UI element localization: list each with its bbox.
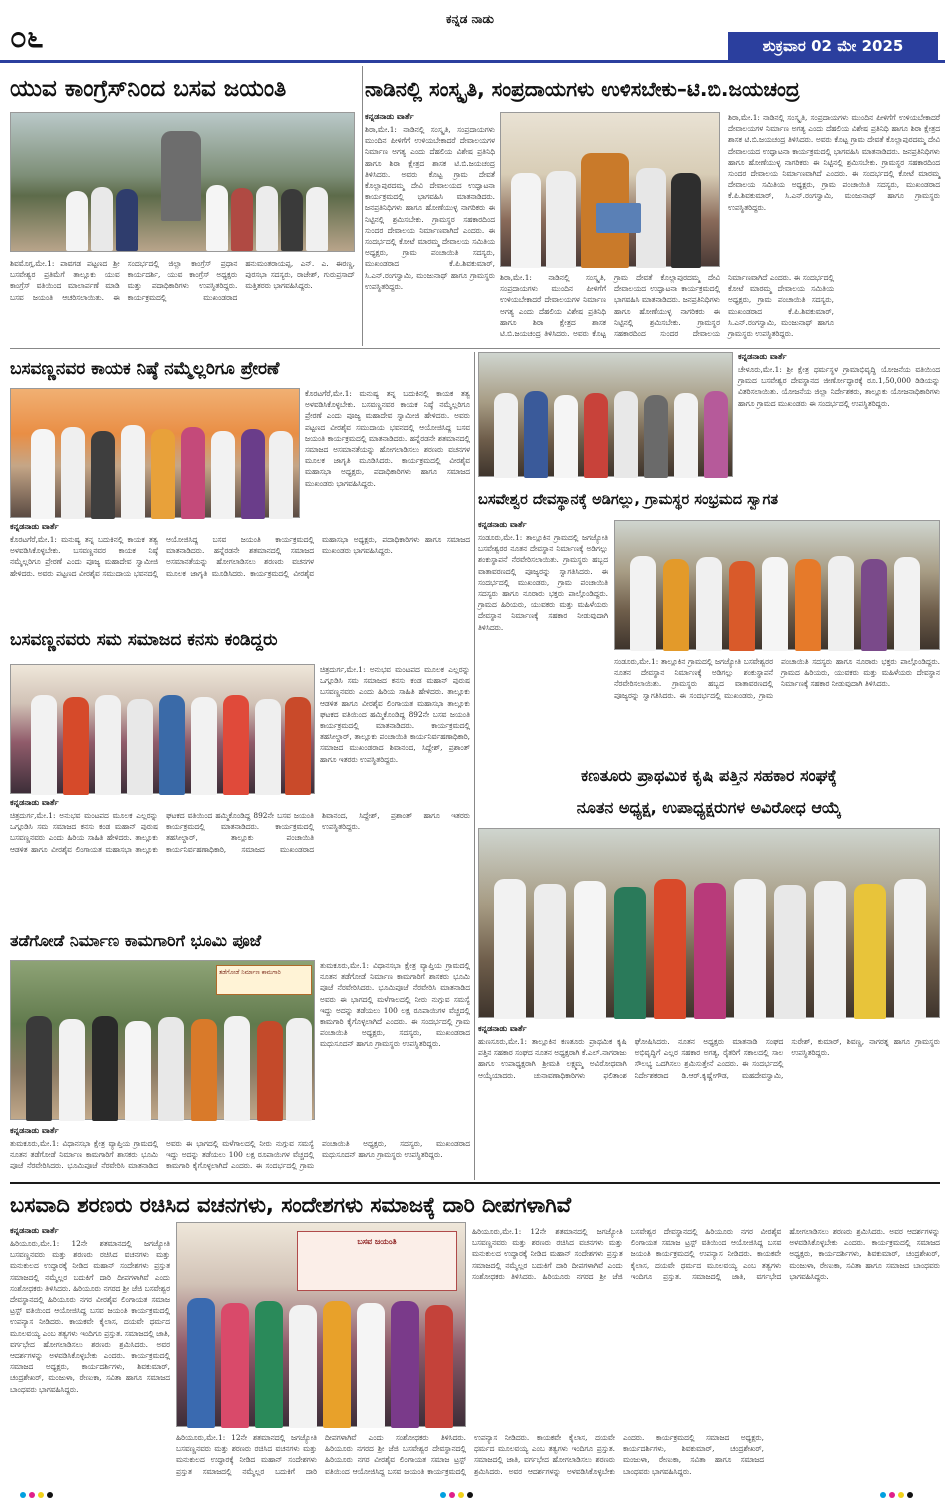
header-rule [0, 60, 945, 63]
article-6-headline: ಕಣತೂರು ಪ್ರಾಥಮಿಕ ಕೃಷಿ ಪತ್ತಿನ ಸಹಕಾರ ಸಂಘಕ್ಕೆ [581, 766, 837, 785]
article-1-headline: ಯುವ ಕಾಂಗ್ರೆಸ್‌ನಿಂದ ಬಸವ ಜಯಂತಿ [10, 76, 287, 102]
article-8-body-col3: ಹಿರಿಯೂರು,ಮೇ.1: 12ನೇ ಶತಮಾನದಲ್ಲಿ ಜಗಜ್ಯೋತಿ ಬಸವಣ್ಣನವರು ಮತ್ತು ಶರಣರು ರಚಿಸಿದ ವಚನಗಳು ಮತ್ತು ಮನುಕುಲದ ಉದ್ಧಾರಕ್ಕೆ ನೀಡಿದ ಮಹಾನ್ ಸಂದೇಶಗಳು ಪ್ರಸ್ತುತ ಸಮಾಜದಲ್ಲಿ ನಮ್ಮೆಲ್ಲರ ಬದುಕಿಗೆ ದಾರಿ ದೀಪಗಳಾಗಿವೆ ಎಂದು ಸಂಶೋಧಕರು ತಿಳಿಸಿದರು. ಹಿರಿಯೂರು ನಗರದ ಶ್ರೀ ಜೆಜಿ ಬಸವೇಶ್ವರ ದೇವಸ್ಥಾನದಲ್ಲಿ ಹಿರಿಯೂರು ನಗರ ವೀರಶೈವ ಲಿಂಗಾಯತ ಸಮಾಜ ಟ್ರಸ್ಟ್ ವತಿಯಿಂದ ಆಯೋಜಿಸಿದ್ದ ಬಸವ ಜಯಂತಿ ಕಾರ್ಯಕ್ರಮದಲ್ಲಿ ಉಪನ್ಯಾಸ ನೀಡಿದರು. ಕಾಯಕವೇ ಕೈಲಾಸ, ದಯವೇ ಧರ್ಮದ ಮೂಲವಯ್ಯ ಎಂಬ ತತ್ವಗಳು ಇಂದಿಗೂ ಪ್ರಸ್ತುತ. ಸಮಾಜದಲ್ಲಿ ಜಾತಿ, ವರ್ಗಭೇದ ಹೋಗಲಾಡಿಸಲು ಶರಣರು ಶ್ರಮಿಸಿದರು. ಅವರ ಆದರ್ಶಗಳನ್ನು ಅಳವಡಿಸಿಕೊಳ್ಳಬೇಕು ಎಂದರು. ಕಾರ್ಯಕ್ರಮದಲ್ಲಿ ಸಮಾಜದ ಅಧ್ಯಕ್ಷರು, ಕಾರ್ಯದರ್ಶಿಗಳು, ಶಿವಕುಮಾರ್, ಚಂದ್ರಶೇಖರ್, ಮಂಜುಳಾ, ರೇಣುಕಾ, ಸವಿತಾ ಹಾಗೂ ಸಮಾಜದ ಬಾಂಧವರು ಭಾಗವಹಿಸಿದ್ದರು. [472, 1227, 940, 1281]
article-4-byline: ಕನ್ನಡನಾಡು ವಾರ್ತೆ [478, 520, 527, 529]
article-2-body-col3: ಶಿರಾ,ಮೇ.1: ನಾಡಿನಲ್ಲಿ ಸಂಸ್ಕೃತಿ, ಸಂಪ್ರದಾಯಗಳು ಮುಂದಿನ ಪೀಳಿಗೆಗೆ ಉಳಿಯಬೇಕಾದರೆ ದೇವಾಲಯಗಳ ನಿರ್ಮಾಣ ಅಗತ್ಯ ಎಂದು ದೆಹಲಿಯ ವಿಶೇಷ ಪ್ರತಿನಿಧಿ ಹಾಗೂ ಶಿರಾ ಕ್ಷೇತ್ರದ ಶಾಸಕ ಟಿ.ಬಿ.ಜಯಚಂದ್ರ ತಿಳಿಸಿದರು. ಅವರು ಕೊಟ್ಟ ಗ್ರಾಮ ದೇವತೆ ಕೊಲ್ಲಾಪುರದಮ್ಮ ದೇವಿ ದೇವಾಲಯದ ಉದ್ಘಾಟನಾ ಕಾರ್ಯಕ್ರಮದಲ್ಲಿ ಭಾಗವಹಿಸಿ ಮಾತನಾಡಿದರು. ಜನಪ್ರತಿನಿಧಿಗಳು ಹಾಗೂ ಹೋಣೆಯುಳ್ಳ ನಾಗರಿಕರು ಈ ನಿಟ್ಟಿನಲ್ಲಿ ಶ್ರಮಿಸಬೇಕು. ಗ್ರಾಮಸ್ಥರ ಸಹಕಾರದಿಂದ ಸುಂದರ ದೇವಾಲಯ ನಿರ್ಮಾಣವಾಗಿದೆ ಎಂದರು. ಈ ಸಂದರ್ಭದಲ್ಲಿ ಕೋಟೆ ಮಾರಮ್ಮ ದೇವಾಲಯ ಸಮಿತಿಯ ಅಧ್ಯಕ್ಷರು, ಗ್ರಾಮ ಪಂಚಾಯಿತಿ ಸದಸ್ಯರು, ಮುಖಂಡರಾದ ಕೆ.ಪಿ.ಶಿವಕುಮಾರ್, ಸಿ.ಎನ್.ರಂಗಸ್ವಾಮಿ, ಮಂಜುನಾಥ್ ಹಾಗೂ ಗ್ರಾಮಸ್ಥರು ಉಪಸ್ಥಿತರಿದ್ದರು. [728, 113, 940, 212]
article-1-body: ಶಿವಮೊಗ್ಗ,ಮೇ.1: ಪಾವಗಡ ಪಟ್ಟಣದ ಶ್ರೀ ಬಸವೇಶ್ವರ ಪ್ರತಿಮೆಗೆ ತಾಲ್ಲೂಕು ಯುವ ಕಾಂಗ್ರೆಸ್ ವತಿಯಿಂದ ಮಾಲಾರ್ಪಣೆ ಮಾಡಿ ಬಸವ ಜಯಂತಿ ಆಚರಿಸಲಾಯಿತು. ಈ ಸಂದರ್ಭದಲ್ಲಿ ಜಿಲ್ಲಾ ಕಾಂಗ್ರೆಸ್ ಪ್ರಧಾನ ಕಾರ್ಯದರ್ಶಿ, ಯುವ ಕಾಂಗ್ರೆಸ್ ಅಧ್ಯಕ್ಷರು ಮತ್ತು ಪದಾಧಿಕಾರಿಗಳು ಉಪಸ್ಥಿತರಿದ್ದರು. ಕಾರ್ಯಕ್ರಮದಲ್ಲಿ ಮುಖಂಡರಾದ ಹನುಮಂತರಾಯಪ್ಪ, ಎನ್. ಎ. ಈರಣ್ಣ, ಪುರಸಭಾ ಸದಸ್ಯರು, ರಾಜೇಶ್, ಗುರುಪ್ರಸಾದ್ ಮತ್ತಿತರರು ಭಾಗವಹಿಸಿದ್ದರು. [10, 259, 355, 302]
article-8-photo [176, 1222, 466, 1427]
article-4-body-top: ಚೇಳೂರು,ಮೇ.1: ಶ್ರೀ ಕ್ಷೇತ್ರ ಧರ್ಮಸ್ಥಳ ಗ್ರಾಮಾಭಿವೃದ್ಧಿ ಯೋಜನೆಯ ವತಿಯಿಂದ ಗ್ರಾಮದ ಬಸವೇಶ್ವರ ದೇವಸ್ಥಾನದ ಜೀರ್ಣೋದ್ಧಾರಕ್ಕೆ ರೂ.1,50,000 ಡಿಡಿಯನ್ನು ವಿತರಿಸಲಾಯಿತು. ಯೋಜನೆಯ ಜಿಲ್ಲಾ ನಿರ್ದೇಶಕರು, ತಾಲ್ಲೂಕು ಯೋಜನಾಧಿಕಾರಿಗಳು ಹಾಗೂ ಗ್ರಾಮದ ಮುಖಂಡರು ಈ ಸಂದರ್ಭದಲ್ಲಿ ಉಪಸ್ಥಿತರಿದ್ದರು. [738, 365, 940, 408]
article-7-headline: ತಡೆಗೋಡೆ ನಿರ್ಮಾಣ ಕಾಮಗಾರಿಗೆ ಭೂಮಿ ಪೂಜೆ [10, 931, 262, 950]
article-4-headline: ಬಸವೇಶ್ವರ ದೇವಸ್ಥಾನಕ್ಕೆ ಅಡಿಗಲ್ಲು, ಗ್ರಾಮಸ್ಥರ ಸಂಭ್ರಮದ ಸ್ವಾಗತ [478, 492, 779, 508]
registration-marks-right [880, 1492, 913, 1498]
article-5-body-col2: ಚಿತ್ರದುರ್ಗ,ಮೇ.1: ಅನುಭವ ಮಂಟಪದ ಮೂಲಕ ಎಲ್ಲರನ್ನು ಒಗ್ಗೂಡಿಸಿ ಸಮ ಸಮಾಜದ ಕನಸು ಕಂಡ ಮಹಾನ್ ಪುರುಷ ಬಸವಣ್ಣನವರು ಎಂದು ಹಿರಿಯ ಸಾಹಿತಿ ಹೇಳಿದರು. ತಾಲ್ಲೂಕು ಆಡಳಿತ ಹಾಗೂ ವೀರಶೈವ ಲಿಂಗಾಯತ ಮಹಾಸಭಾ ತಾಲ್ಲೂಕು ಘಟಕದ ವತಿಯಿಂದ ಹಮ್ಮಿಕೊಂಡಿದ್ದ 892ನೇ ಬಸವ ಜಯಂತಿ ಕಾರ್ಯಕ್ರಮದಲ್ಲಿ ಮಾತನಾಡಿದರು. ಕಾರ್ಯಕ್ರಮದಲ್ಲಿ ತಹಸೀಲ್ದಾರ್, ತಾಲ್ಲೂಕು ಪಂಚಾಯಿತಿ ಕಾರ್ಯನಿರ್ವಹಣಾಧಿಕಾರಿ, ಸಮಾಜದ ಮುಖಂಡರಾದ ಶಿವಾನಂದ, ಸಿದ್ದೇಶ್, ಪ್ರಶಾಂತ್ ಹಾಗೂ ಇತರರು ಉಪಸ್ಥಿತರಿದ್ದರು. [10, 811, 470, 854]
article-2-body-col1: ಶಿರಾ,ಮೇ.1: ನಾಡಿನಲ್ಲಿ ಸಂಸ್ಕೃತಿ, ಸಂಪ್ರದಾಯಗಳು ಮುಂದಿನ ಪೀಳಿಗೆಗೆ ಉಳಿಯಬೇಕಾದರೆ ದೇವಾಲಯಗಳ ನಿರ್ಮಾಣ ಅಗತ್ಯ ಎಂದು ದೆಹಲಿಯ ವಿಶೇಷ ಪ್ರತಿನಿಧಿ ಹಾಗೂ ಶಿರಾ ಕ್ಷೇತ್ರದ ಶಾಸಕ ಟಿ.ಬಿ.ಜಯಚಂದ್ರ ತಿಳಿಸಿದರು. ಅವರು ಕೊಟ್ಟ ಗ್ರಾಮ ದೇವತೆ ಕೊಲ್ಲಾಪುರದಮ್ಮ ದೇವಿ ದೇವಾಲಯದ ಉದ್ಘಾಟನಾ ಕಾರ್ಯಕ್ರಮದಲ್ಲಿ ಭಾಗವಹಿಸಿ ಮಾತನಾಡಿದರು. ಜನಪ್ರತಿನಿಧಿಗಳು ಹಾಗೂ ಹೋಣೆಯುಳ್ಳ ನಾಗರಿಕರು ಈ ನಿಟ್ಟಿನಲ್ಲಿ ಶ್ರಮಿಸಬೇಕು. ಗ್ರಾಮಸ್ಥರ ಸಹಕಾರದಿಂದ ಸುಂದರ ದೇವಾಲಯ ನಿರ್ಮಾಣವಾಗಿದೆ ಎಂದರು. ಈ ಸಂದರ್ಭದಲ್ಲಿ ಕೋಟೆ ಮಾರಮ್ಮ ದೇವಾಲಯ ಸಮಿತಿಯ ಅಧ್ಯಕ್ಷರು, ಗ್ರಾಮ ಪಂಚಾಯಿತಿ ಸದಸ್ಯರು, ಮುಖಂಡರಾದ ಕೆ.ಪಿ.ಶಿವಕುಮಾರ್, ಸಿ.ಎನ್.ರಂಗಸ್ವಾಮಿ, ಮಂಜುನಾಥ್ ಹಾಗೂ ಗ್ರಾಮಸ್ಥರು ಉಪಸ್ಥಿತರಿದ್ದರು. [365, 125, 495, 291]
registration-marks-left [20, 1492, 53, 1498]
article-8-banner: ಬಸವ ಜಯಂತಿ [297, 1231, 457, 1291]
article-5-byline: ಕನ್ನಡನಾಡು ವಾರ್ತೆ [10, 798, 59, 807]
article-5-photo [10, 664, 315, 794]
article-8-byline: ಕನ್ನಡನಾಡು ವಾರ್ತೆ [10, 1226, 59, 1235]
article-2-byline: ಕನ್ನಡನಾಡು ವಾರ್ತೆ [365, 112, 414, 121]
page-number: ೦೬ [10, 20, 44, 55]
article-6-headline-2: ನೂತನ ಅಧ್ಯಕ್ಷ, ಉಪಾಧ್ಯಕ್ಷರುಗಳ ಅವಿರೋಧ ಆಯ್ಕೆ [576, 798, 842, 817]
article-2-photo [500, 112, 720, 267]
article-3-body-col2: ಕೊರಟಗೆರೆ,ಮೇ.1: ಮನುಷ್ಯ ತನ್ನ ಬದುಕಿನಲ್ಲಿ ಕಾಯಕ ತತ್ವ ಅಳವಡಿಸಿಕೊಳ್ಳಬೇಕು. ಬಸವಣ್ಣನವರ ಕಾಯಕ ನಿಷ್ಠೆ ನಮ್ಮೆಲ್ಲರಿಗೂ ಪ್ರೇರಣೆ ಎಂದು ಪೂಜ್ಯ ಮಹಾದೇವ ಸ್ವಾಮೀಜಿ ಹೇಳಿದರು. ಅವರು ಪಟ್ಟಣದ ವೀರಶೈವ ಸಮುದಾಯ ಭವನದಲ್ಲಿ ಆಯೋಜಿಸಿದ್ದ ಬಸವ ಜಯಂತಿ ಕಾರ್ಯಕ್ರಮದಲ್ಲಿ ಮಾತನಾಡಿದರು. ಹನ್ನೆರಡನೇ ಶತಮಾನದಲ್ಲಿ ಸಮಾಜದ ಅಸಮಾನತೆಯನ್ನು ಹೋಗಲಾಡಿಸಲು ಶರಣರು ವಚನಗಳ ಮೂಲಕ ಜಾಗೃತಿ ಮೂಡಿಸಿದರು. ಕಾರ್ಯಕ್ರಮದಲ್ಲಿ ವೀರಶೈವ ಮಹಾಸಭಾ ಅಧ್ಯಕ್ಷರು, ಪದಾಧಿಕಾರಿಗಳು ಹಾಗೂ ಸಮಾಜದ ಮುಖಂಡರು ಭಾಗವಹಿಸಿದ್ದರು. [10, 535, 470, 578]
article-7-byline: ಕನ್ನಡನಾಡು ವಾರ್ತೆ [10, 1126, 59, 1135]
article-4-byline-top: ಕನ್ನಡನಾಡು ವಾರ್ತೆ [738, 352, 787, 361]
article-5-headline: ಬಸವಣ್ಣನವರು ಸಮ ಸಮಾಜದ ಕನಸು ಕಂಡಿದ್ದರು [10, 630, 278, 650]
masthead: ಕನ್ನಡ ನಾಡು [446, 12, 494, 26]
article-3-photo [10, 388, 300, 518]
registration-marks-center [440, 1492, 473, 1498]
article-8-body-col2: ಹಿರಿಯೂರು,ಮೇ.1: 12ನೇ ಶತಮಾನದಲ್ಲಿ ಜಗಜ್ಯೋತಿ ಬಸವಣ್ಣನವರು ಮತ್ತು ಶರಣರು ರಚಿಸಿದ ವಚನಗಳು ಮತ್ತು ಮನುಕುಲದ ಉದ್ಧಾರಕ್ಕೆ ನೀಡಿದ ಮಹಾನ್ ಸಂದೇಶಗಳು ಪ್ರಸ್ತುತ ಸಮಾಜದಲ್ಲಿ ನಮ್ಮೆಲ್ಲರ ಬದುಕಿಗೆ ದಾರಿ ದೀಪಗಳಾಗಿವೆ ಎಂದು ಸಂಶೋಧಕರು ತಿಳಿಸಿದರು. ಹಿರಿಯೂರು ನಗರದ ಶ್ರೀ ಜೆಜಿ ಬಸವೇಶ್ವರ ದೇವಸ್ಥಾನದಲ್ಲಿ ಹಿರಿಯೂರು ನಗರ ವೀರಶೈವ ಲಿಂಗಾಯತ ಸಮಾಜ ಟ್ರಸ್ಟ್ ವತಿಯಿಂದ ಆಯೋಜಿಸಿದ್ದ ಬಸವ ಜಯಂತಿ ಕಾರ್ಯಕ್ರಮದಲ್ಲಿ ಉಪನ್ಯಾಸ ನೀಡಿದರು. ಕಾಯಕವೇ ಕೈಲಾಸ, ದಯವೇ ಧರ್ಮದ ಮೂಲವಯ್ಯ ಎಂಬ ತತ್ವಗಳು ಇಂದಿಗೂ ಪ್ರಸ್ತುತ. ಸಮಾಜದಲ್ಲಿ ಜಾತಿ, ವರ್ಗಭೇದ ಹೋಗಲಾಡಿಸಲು ಶರಣರು ಶ್ರಮಿಸಿದರು. ಅವರ ಆದರ್ಶಗಳನ್ನು ಅಳವಡಿಸಿಕೊಳ್ಳಬೇಕು ಎಂದರು. ಕಾರ್ಯಕ್ರಮದಲ್ಲಿ ಸಮಾಜದ ಅಧ್ಯಕ್ಷರು, ಕಾರ್ಯದರ್ಶಿಗಳು, ಶಿವಕುಮಾರ್, ಚಂದ್ರಶೇಖರ್, ಮಂಜುಳಾ, ರೇಣುಕಾ, ಸವಿತಾ ಹಾಗೂ ಸಮಾಜದ ಬಾಂಧವರು ಭಾಗವಹಿಸಿದ್ದರು. [176, 1433, 764, 1476]
article-3-headline: ಬಸವಣ್ಣನವರ ಕಾಯಕ ನಿಷ್ಠೆ ನಮ್ಮೆಲ್ಲರಿಗೂ ಪ್ರೇರಣೆ [10, 359, 280, 379]
article-8-headline: ಬಸವಾದಿ ಶರಣರು ರಚಿಸಿದ ವಚನಗಳು, ಸಂದೇಶಗಳು ಸಮಾಜಕ್ಕೆ ದಾರಿ ದೀಪಗಳಾಗಿವೆ [10, 1192, 572, 1217]
article-4-body-col1: ಸಂಡೂರು,ಮೇ.1: ತಾಲ್ಲೂಕಿನ ಗ್ರಾಮದಲ್ಲಿ ಜಗಜ್ಯೋತಿ ಬಸವೇಶ್ವರರ ನೂತನ ದೇವಸ್ಥಾನ ನಿರ್ಮಾಣಕ್ಕೆ ಅಡಿಗಲ್ಲು ಶಂಕುಸ್ಥಾಪನೆ ನೆರವೇರಿಸಲಾಯಿತು. ಗ್ರಾಮಸ್ಥರು ಹಬ್ಬದ ವಾತಾವರಣದಲ್ಲಿ ಪೂಜ್ಯರನ್ನು ಸ್ವಾಗತಿಸಿದರು. ಈ ಸಂದರ್ಭದಲ್ಲಿ ಮುಖಂಡರು, ಗ್ರಾಮ ಪಂಚಾಯಿತಿ ಸದಸ್ಯರು ಹಾಗೂ ನೂರಾರು ಭಕ್ತರು ಪಾಲ್ಗೊಂಡಿದ್ದರು. ಗ್ರಾಮದ ಹಿರಿಯರು, ಯುವಕರು ಮತ್ತು ಮಹಿಳೆಯರು ದೇವಸ್ಥಾನ ನಿರ್ಮಾಣಕ್ಕೆ ಸಹಕಾರ ನೀಡುವುದಾಗಿ ತಿಳಿಸಿದರು. [478, 533, 608, 632]
article-4-photo-2 [614, 520, 940, 650]
article-4-photo-1 [478, 352, 733, 477]
article-4-body-col2: ಸಂಡೂರು,ಮೇ.1: ತಾಲ್ಲೂಕಿನ ಗ್ರಾಮದಲ್ಲಿ ಜಗಜ್ಯೋತಿ ಬಸವೇಶ್ವರರ ನೂತನ ದೇವಸ್ಥಾನ ನಿರ್ಮಾಣಕ್ಕೆ ಅಡಿಗಲ್ಲು ಶಂಕುಸ್ಥಾಪನೆ ನೆರವೇರಿಸಲಾಯಿತು. ಗ್ರಾಮಸ್ಥರು ಹಬ್ಬದ ವಾತಾವರಣದಲ್ಲಿ ಪೂಜ್ಯರನ್ನು ಸ್ವಾಗತಿಸಿದರು. ಈ ಸಂದರ್ಭದಲ್ಲಿ ಮುಖಂಡರು, ಗ್ರಾಮ ಪಂಚಾಯಿತಿ ಸದಸ್ಯರು ಹಾಗೂ ನೂರಾರು ಭಕ್ತರು ಪಾಲ್ಗೊಂಡಿದ್ದರು. ಗ್ರಾಮದ ಹಿರಿಯರು, ಯುವಕರು ಮತ್ತು ಮಹಿಳೆಯರು ದೇವಸ್ಥಾನ ನಿರ್ಮಾಣಕ್ಕೆ ಸಹಕಾರ ನೀಡುವುದಾಗಿ ತಿಳಿಸಿದರು. [614, 657, 940, 700]
date-banner: ಶುಕ್ರವಾರ 02 ಮೇ 2025 [728, 32, 938, 60]
article-6-body: ಹುಣಸೂರು,ಮೇ.1: ತಾಲ್ಲೂಕಿನ ಕಣತೂರು ಪ್ರಾಥಮಿಕ ಕೃಷಿ ಪತ್ತಿನ ಸಹಕಾರ ಸಂಘದ ನೂತನ ಅಧ್ಯಕ್ಷರಾಗಿ ಕೆ.ಎಲ್.ನಾಗರಾಜು ಹಾಗೂ ಉಪಾಧ್ಯಕ್ಷರಾಗಿ ಶ್ರೀಮತಿ ಲಕ್ಷ್ಮಮ್ಮ ಅವಿರೋಧವಾಗಿ ಆಯ್ಕೆಯಾದರು. ಚುನಾವಣಾಧಿಕಾರಿಗಳು ಫಲಿತಾಂಶ ಘೋಷಿಸಿದರು. ನೂತನ ಅಧ್ಯಕ್ಷರು ಮಾತನಾಡಿ ಸಂಘದ ಅಭಿವೃದ್ಧಿಗೆ ಎಲ್ಲರ ಸಹಕಾರ ಅಗತ್ಯ, ರೈತರಿಗೆ ಸಕಾಲದಲ್ಲಿ ಸಾಲ ಸೌಲಭ್ಯ ಒದಗಿಸಲು ಶ್ರಮಿಸುತ್ತೇನೆ ಎಂದರು. ಈ ಸಂದರ್ಭದಲ್ಲಿ ನಿರ್ದೇಶಕರಾದ ಡಿ.ಆರ್.ಕೃಷ್ಣೇಗೌಡ, ಮಹದೇವಸ್ವಾಮಿ, ಸುರೇಶ್, ಕುಮಾರ್, ಶಿವಣ್ಣ, ನಾಗರತ್ನ ಹಾಗೂ ಗ್ರಾಮಸ್ಥರು ಉಪಸ್ಥಿತರಿದ್ದರು. [478, 1037, 940, 1080]
article-7-body-col2: ತುಮಕೂರು,ಮೇ.1: ವಿಧಾನಸಭಾ ಕ್ಷೇತ್ರ ವ್ಯಾಪ್ತಿಯ ಗ್ರಾಮದಲ್ಲಿ ನೂತನ ತಡೆಗೋಡೆ ನಿರ್ಮಾಣ ಕಾಮಗಾರಿಗೆ ಶಾಸಕರು ಭೂಮಿ ಪೂಜೆ ನೆರವೇರಿಸಿದರು. ಭೂಮಿಪೂಜೆ ನೆರವೇರಿಸಿ ಮಾತನಾಡಿದ ಅವರು ಈ ಭಾಗದಲ್ಲಿ ಮಳೆಗಾಲದಲ್ಲಿ ನೀರು ನುಗ್ಗುವ ಸಮಸ್ಯೆ ಇದ್ದು ಅದನ್ನು ತಡೆಯಲು 100 ಲಕ್ಷ ರೂಪಾಯಿಗಳ ವೆಚ್ಚದಲ್ಲಿ ಕಾಮಗಾರಿ ಕೈಗೊಳ್ಳಲಾಗಿದೆ ಎಂದರು. ಈ ಸಂದರ್ಭದಲ್ಲಿ ಗ್ರಾಮ ಪಂಚಾಯಿತಿ ಅಧ್ಯಕ್ಷರು, ಸದಸ್ಯರು, ಮುಖಂಡರಾದ ಮಧುಸೂದನ್ ಹಾಗೂ ಗ್ರಾಮಸ್ಥರು ಉಪಸ್ಥಿತರಿದ್ದರು. [10, 1139, 470, 1171]
article-2-headline: ನಾಡಿನಲ್ಲಿ ಸಂಸ್ಕೃತಿ, ಸಂಪ್ರದಾಯಗಳು ಉಳಿಸಬೇಕು–ಟಿ.ಬಿ.ಜಯಚಂದ್ರ [365, 77, 800, 101]
article-7-banner: ತಡೆಗೋಡೆ ನಿರ್ಮಾಣ ಕಾಮಗಾರಿ [216, 965, 312, 995]
article-7-photo [10, 960, 315, 1120]
article-6-byline: ಕನ್ನಡನಾಡು ವಾರ್ತೆ [478, 1024, 527, 1033]
article-1-photo [10, 112, 355, 252]
article-3-body-col1: ಕೊರಟಗೆರೆ,ಮೇ.1: ಮನುಷ್ಯ ತನ್ನ ಬದುಕಿನಲ್ಲಿ ಕಾಯಕ ತತ್ವ ಅಳವಡಿಸಿಕೊಳ್ಳಬೇಕು. ಬಸವಣ್ಣನವರ ಕಾಯಕ ನಿಷ್ಠೆ ನಮ್ಮೆಲ್ಲರಿಗೂ ಪ್ರೇರಣೆ ಎಂದು ಪೂಜ್ಯ ಮಹಾದೇವ ಸ್ವಾಮೀಜಿ ಹೇಳಿದರು. ಅವರು ಪಟ್ಟಣದ ವೀರಶೈವ ಸಮುದಾಯ ಭವನದಲ್ಲಿ ಆಯೋಜಿಸಿದ್ದ ಬಸವ ಜಯಂತಿ ಕಾರ್ಯಕ್ರಮದಲ್ಲಿ ಮಾತನಾಡಿದರು. ಹನ್ನೆರಡನೇ ಶತಮಾನದಲ್ಲಿ ಸಮಾಜದ ಅಸಮಾನತೆಯನ್ನು ಹೋಗಲಾಡಿಸಲು ಶರಣರು ವಚನಗಳ ಮೂಲಕ ಜಾಗೃತಿ ಮೂಡಿಸಿದರು. ಕಾರ್ಯಕ್ರಮದಲ್ಲಿ ವೀರಶೈವ ಮಹಾಸಭಾ ಅಧ್ಯಕ್ಷರು, ಪದಾಧಿಕಾರಿಗಳು ಹಾಗೂ ಸಮಾಜದ ಮುಖಂಡರು ಭಾಗವಹಿಸಿದ್ದರು. [305, 389, 470, 488]
article-6-photo [478, 828, 940, 1018]
article-3-byline: ಕನ್ನಡನಾಡು ವಾರ್ತೆ [10, 522, 59, 531]
article-8-body-col1: ಹಿರಿಯೂರು,ಮೇ.1: 12ನೇ ಶತಮಾನದಲ್ಲಿ ಜಗಜ್ಯೋತಿ ಬಸವಣ್ಣನವರು ಮತ್ತು ಶರಣರು ರಚಿಸಿದ ವಚನಗಳು ಮತ್ತು ಮನುಕುಲದ ಉದ್ಧಾರಕ್ಕೆ ನೀಡಿದ ಮಹಾನ್ ಸಂದೇಶಗಳು ಪ್ರಸ್ತುತ ಸಮಾಜದಲ್ಲಿ ನಮ್ಮೆಲ್ಲರ ಬದುಕಿಗೆ ದಾರಿ ದೀಪಗಳಾಗಿವೆ ಎಂದು ಸಂಶೋಧಕರು ತಿಳಿಸಿದರು. ಹಿರಿಯೂರು ನಗರದ ಶ್ರೀ ಜೆಜಿ ಬಸವೇಶ್ವರ ದೇವಸ್ಥಾನದಲ್ಲಿ ಹಿರಿಯೂರು ನಗರ ವೀರಶೈವ ಲಿಂಗಾಯತ ಸಮಾಜ ಟ್ರಸ್ಟ್ ವತಿಯಿಂದ ಆಯೋಜಿಸಿದ್ದ ಬಸವ ಜಯಂತಿ ಕಾರ್ಯಕ್ರಮದಲ್ಲಿ ಉಪನ್ಯಾಸ ನೀಡಿದರು. ಕಾಯಕವೇ ಕೈಲಾಸ, ದಯವೇ ಧರ್ಮದ ಮೂಲವಯ್ಯ ಎಂಬ ತತ್ವಗಳು ಇಂದಿಗೂ ಪ್ರಸ್ತುತ. ಸಮಾಜದಲ್ಲಿ ಜಾತಿ, ವರ್ಗಭೇದ ಹೋಗಲಾಡಿಸಲು ಶರಣರು ಶ್ರಮಿಸಿದರು. ಅವರ ಆದರ್ಶಗಳನ್ನು ಅಳವಡಿಸಿಕೊಳ್ಳಬೇಕು ಎಂದರು. ಕಾರ್ಯಕ್ರಮದಲ್ಲಿ ಸಮಾಜದ ಅಧ್ಯಕ್ಷರು, ಕಾರ್ಯದರ್ಶಿಗಳು, ಶಿವಕುಮಾರ್, ಚಂದ್ರಶೇಖರ್, ಮಂಜುಳಾ, ರೇಣುಕಾ, ಸವಿತಾ ಹಾಗೂ ಸಮಾಜದ ಬಾಂಧವರು ಭಾಗವಹಿಸಿದ್ದರು. [10, 1239, 170, 1394]
article-2-body-col2: ಶಿರಾ,ಮೇ.1: ನಾಡಿನಲ್ಲಿ ಸಂಸ್ಕೃತಿ, ಸಂಪ್ರದಾಯಗಳು ಮುಂದಿನ ಪೀಳಿಗೆಗೆ ಉಳಿಯಬೇಕಾದರೆ ದೇವಾಲಯಗಳ ನಿರ್ಮಾಣ ಅಗತ್ಯ ಎಂದು ದೆಹಲಿಯ ವಿಶೇಷ ಪ್ರತಿನಿಧಿ ಹಾಗೂ ಶಿರಾ ಕ್ಷೇತ್ರದ ಶಾಸಕ ಟಿ.ಬಿ.ಜಯಚಂದ್ರ ತಿಳಿಸಿದರು. ಅವರು ಕೊಟ್ಟ ಗ್ರಾಮ ದೇವತೆ ಕೊಲ್ಲಾಪುರದಮ್ಮ ದೇವಿ ದೇವಾಲಯದ ಉದ್ಘಾಟನಾ ಕಾರ್ಯಕ್ರಮದಲ್ಲಿ ಭಾಗವಹಿಸಿ ಮಾತನಾಡಿದರು. ಜನಪ್ರತಿನಿಧಿಗಳು ಹಾಗೂ ಹೋಣೆಯುಳ್ಳ ನಾಗರಿಕರು ಈ ನಿಟ್ಟಿನಲ್ಲಿ ಶ್ರಮಿಸಬೇಕು. ಗ್ರಾಮಸ್ಥರ ಸಹಕಾರದಿಂದ ಸುಂದರ ದೇವಾಲಯ ನಿರ್ಮಾಣವಾಗಿದೆ ಎಂದರು. ಈ ಸಂದರ್ಭದಲ್ಲಿ ಕೋಟೆ ಮಾರಮ್ಮ ದೇವಾಲಯ ಸಮಿತಿಯ ಅಧ್ಯಕ್ಷರು, ಗ್ರಾಮ ಪಂಚಾಯಿತಿ ಸದಸ್ಯರು, ಮುಖಂಡರಾದ ಕೆ.ಪಿ.ಶಿವಕುಮಾರ್, ಸಿ.ಎನ್.ರಂಗಸ್ವಾಮಿ, ಮಂಜುನಾಥ್ ಹಾಗೂ ಗ್ರಾಮಸ್ಥರು ಉಪಸ್ಥಿತರಿದ್ದರು. [500, 273, 834, 339]
article-7-body-col1: ತುಮಕೂರು,ಮೇ.1: ವಿಧಾನಸಭಾ ಕ್ಷೇತ್ರ ವ್ಯಾಪ್ತಿಯ ಗ್ರಾಮದಲ್ಲಿ ನೂತನ ತಡೆಗೋಡೆ ನಿರ್ಮಾಣ ಕಾಮಗಾರಿಗೆ ಶಾಸಕರು ಭೂಮಿ ಪೂಜೆ ನೆರವೇರಿಸಿದರು. ಭೂಮಿಪೂಜೆ ನೆರವೇರಿಸಿ ಮಾತನಾಡಿದ ಅವರು ಈ ಭಾಗದಲ್ಲಿ ಮಳೆಗಾಲದಲ್ಲಿ ನೀರು ನುಗ್ಗುವ ಸಮಸ್ಯೆ ಇದ್ದು ಅದನ್ನು ತಡೆಯಲು 100 ಲಕ್ಷ ರೂಪಾಯಿಗಳ ವೆಚ್ಚದಲ್ಲಿ ಕಾಮಗಾರಿ ಕೈಗೊಳ್ಳಲಾಗಿದೆ ಎಂದರು. ಈ ಸಂದರ್ಭದಲ್ಲಿ ಗ್ರಾಮ ಪಂಚಾಯಿತಿ ಅಧ್ಯಕ್ಷರು, ಸದಸ್ಯರು, ಮುಖಂಡರಾದ ಮಧುಸೂದನ್ ಹಾಗೂ ಗ್ರಾಮಸ್ಥರು ಉಪಸ್ಥಿತರಿದ್ದರು. [320, 961, 470, 1049]
article-5-body-col1: ಚಿತ್ರದುರ್ಗ,ಮೇ.1: ಅನುಭವ ಮಂಟಪದ ಮೂಲಕ ಎಲ್ಲರನ್ನು ಒಗ್ಗೂಡಿಸಿ ಸಮ ಸಮಾಜದ ಕನಸು ಕಂಡ ಮಹಾನ್ ಪುರುಷ ಬಸವಣ್ಣನವರು ಎಂದು ಹಿರಿಯ ಸಾಹಿತಿ ಹೇಳಿದರು. ತಾಲ್ಲೂಕು ಆಡಳಿತ ಹಾಗೂ ವೀರಶೈವ ಲಿಂಗಾಯತ ಮಹಾಸಭಾ ತಾಲ್ಲೂಕು ಘಟಕದ ವತಿಯಿಂದ ಹಮ್ಮಿಕೊಂಡಿದ್ದ 892ನೇ ಬಸವ ಜಯಂತಿ ಕಾರ್ಯಕ್ರಮದಲ್ಲಿ ಮಾತನಾಡಿದರು. ಕಾರ್ಯಕ್ರಮದಲ್ಲಿ ತಹಸೀಲ್ದಾರ್, ತಾಲ್ಲೂಕು ಪಂಚಾಯಿತಿ ಕಾರ್ಯನಿರ್ವಹಣಾಧಿಕಾರಿ, ಸಮಾಜದ ಮುಖಂಡರಾದ ಶಿವಾನಂದ, ಸಿದ್ದೇಶ್, ಪ್ರಶಾಂತ್ ಹಾಗೂ ಇತರರು ಉಪಸ್ಥಿತರಿದ್ದರು. [320, 665, 470, 764]
